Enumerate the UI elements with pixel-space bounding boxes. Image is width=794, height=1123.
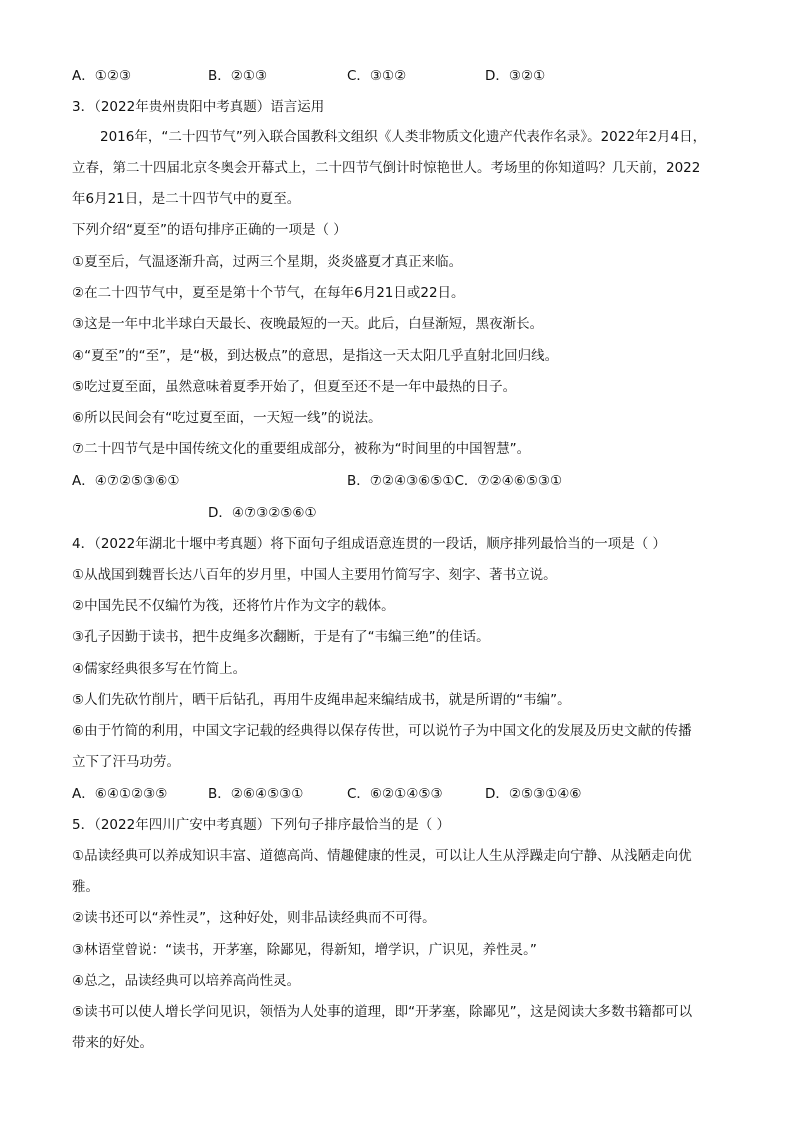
q3-sentence: ①夏至后，气温逐渐升高，过两三个星期，炎炎盛夏才真正来临。	[72, 254, 463, 270]
q2-option-d: D．③②①	[485, 68, 546, 84]
q3-paragraph-line: 2016年，“二十四节气”列入联合国教科文组织《人类非物质文化遗产代表作名录》。2022年2月4日，	[100, 129, 707, 145]
q4-sentence: 立下了汗马功劳。	[72, 754, 180, 770]
q3-sentence: ④“夏至”的“至”，是“极，到达极点”的意思，是指这一天太阳几乎直射北回归线。	[72, 348, 559, 364]
q4-sentence: ⑥由于竹简的利用，中国文字记载的经典得以保存传世，可以说竹子为中国文化的发展及历史文献的传播	[72, 723, 692, 739]
q3-sentence: ②在二十四节气中，夏至是第十个节气，在每年6月21日或22日。	[72, 285, 465, 301]
q5-sentence: ②读书还可以“养性灵”，这种好处，则非品读经典而不可得。	[72, 910, 436, 926]
q3-paragraph-line: 年6月21日，是二十四节气中的夏至。	[72, 191, 301, 207]
q3-stem: 下列介绍“夏至”的语句排序正确的一项是（ ）	[72, 222, 347, 238]
q4-sentence: ⑤人们先砍竹削片，晒干后钻孔，再用牛皮绳串起来编结成书，就是所谓的“韦编”。	[72, 692, 571, 708]
q3-sentence: ⑥所以民间会有“吃过夏至面，一天短一线”的说法。	[72, 410, 382, 426]
q5-sentence: ⑤读书可以使人增长学问见识，领悟为人处事的道理，即“开茅塞，除鄙见”，这是阅读大多数书籍都可以	[72, 1004, 693, 1020]
q5-sentence: ①品读经典可以养成知识丰富、道德高尚、情趣健康的性灵，可以让人生从浮躁走向宁静、从浅陋走向优	[72, 848, 692, 864]
q3-option-b-c: B．⑦②④③⑥⑤①C．⑦②④⑥⑤③①	[347, 473, 563, 489]
q2-option-c: C．③①②	[347, 68, 407, 84]
q2-option-b: B．②①③	[208, 68, 268, 84]
q4-sentence: ③孔子因勤于读书，把牛皮绳多次翻断，于是有了“韦编三绝”的佳话。	[72, 629, 490, 645]
q4-sentence: ②中国先民不仅编竹为筏，还将竹片作为文字的载体。	[72, 598, 395, 614]
q5-sentence: ④总之，品读经典可以培养高尚性灵。	[72, 973, 301, 989]
q4-sentence: ①从战国到魏晋长达八百年的岁月里，中国人主要用竹简写字、刻字、著书立说。	[72, 567, 557, 583]
q4-option-a: A．⑥④①②③⑤	[72, 786, 168, 802]
q4-title: 4．（2022年湖北十堰中考真题）将下面句子组成语意连贯的一段话，顺序排列最恰当的一项是（ ）	[72, 536, 666, 552]
q3-option-d: D．④⑦③②⑤⑥①	[208, 505, 317, 521]
q3-title: 3．（2022年贵州贵阳中考真题）语言运用	[72, 99, 325, 115]
q5-sentence: 带来的好处。	[72, 1035, 153, 1051]
q3-sentence: ⑦二十四节气是中国传统文化的重要组成部分，被称为“时间里的中国智慧”。	[72, 441, 531, 457]
q5-sentence: ③林语堂曾说：“读书，开茅塞，除鄙见，得新知，增学识，广识见，养性灵。”	[72, 942, 537, 958]
q5-sentence: 雅。	[72, 879, 99, 895]
q2-option-a: A．①②③	[72, 68, 132, 84]
q3-option-a: A．④⑦②⑤③⑥①	[72, 473, 180, 489]
q4-option-b: B．②⑥④⑤③①	[208, 786, 304, 802]
q3-sentence: ③这是一年中北半球白天最长、夜晚最短的一天。此后，白昼渐短，黑夜渐长。	[72, 316, 544, 332]
q3-sentence: ⑤吃过夏至面，虽然意味着夏季开始了，但夏至还不是一年中最热的日子。	[72, 379, 517, 395]
q3-paragraph-line: 立春，第二十四届北京冬奥会开幕式上，二十四节气倒计时惊艳世人。考场里的你知道吗？几天前，2022	[72, 160, 701, 176]
q4-option-c: C．⑥②①④⑤③	[347, 786, 443, 802]
q5-title: 5．（2022年四川广安中考真题）下列句子排序最恰当的是（ ）	[72, 817, 450, 833]
q4-option-d: D．②⑤③①④⑥	[485, 786, 582, 802]
q4-sentence: ④儒家经典很多写在竹简上。	[72, 661, 247, 677]
